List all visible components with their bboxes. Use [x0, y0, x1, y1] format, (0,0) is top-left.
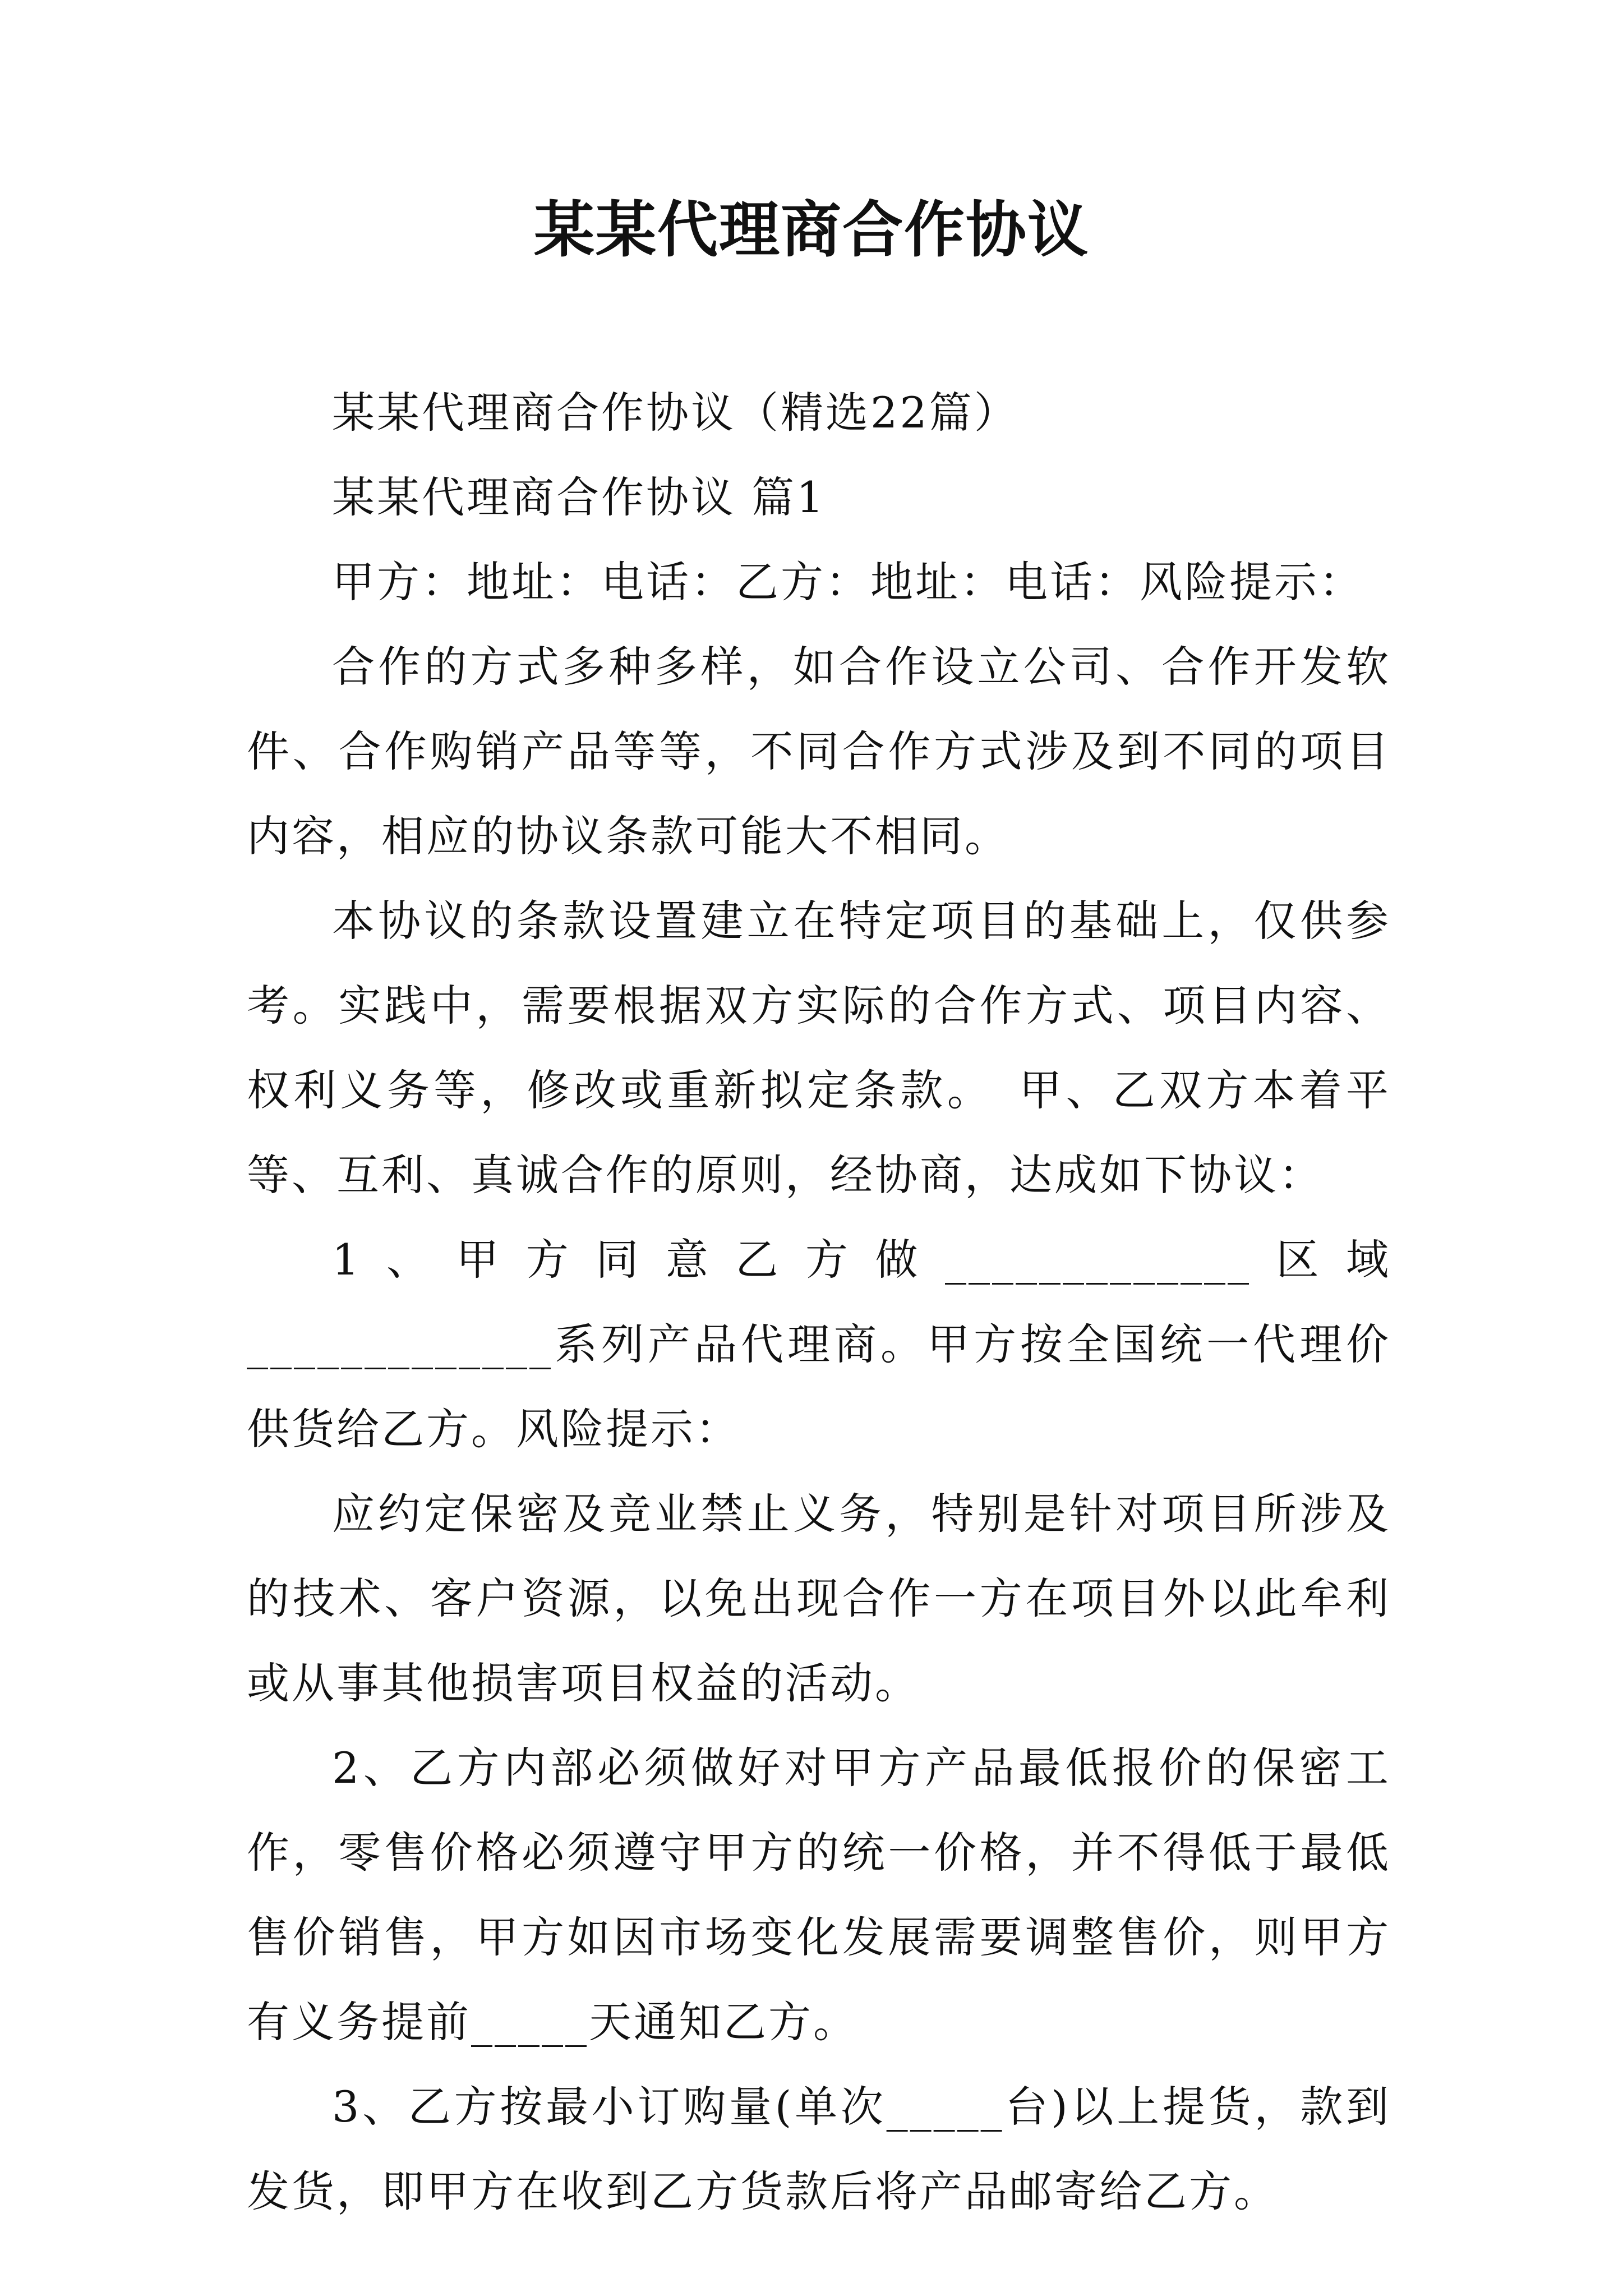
paragraph-parties: 甲方：地址：电话：乙方：地址：电话：风险提示：: [332, 557, 1364, 607]
paragraph-clause-1: 1、甲方同意乙方做_____________区域_____________系列产品代理商。甲方按全国统一代理价供货给乙方。风险提示：: [247, 1235, 1391, 1454]
paragraph-subtitle: 某某代理商合作协议（精选22篇）: [332, 388, 1019, 438]
paragraph-section-heading: 某某代理商合作协议 篇1: [332, 472, 826, 522]
paragraph-confidentiality-note: 应约定保密及竞业禁止义务，特别是针对项目所涉及的技术、客户资源，以免出现合作一方在项目外以此牟利或从事其他损害项目权益的活动。: [247, 1489, 1391, 1708]
paragraph-risk-note-2: 本协议的条款设置建立在特定项目的基础上，仅供参考。实践中，需要根据双方实际的合作方式、项目内容、权利义务等，修改或重新拟定条款。 甲、乙双方本着平等、互利、真诚合作的原则，经协商，达成如下协议：: [247, 896, 1391, 1200]
document-title: 某某代理商合作协议: [533, 195, 1089, 265]
paragraph-clause-3: 3、乙方按最小订购量(单次_____台)以上提货，款到发货，即甲方在收到乙方货款后将产品邮寄给乙方。: [247, 2082, 1391, 2216]
document-body: [247, 370, 1391, 2234]
paragraph-clause-2: 2、乙方内部必须做好对甲方产品最低报价的保密工作，零售价格必须遵守甲方的统一价格，并不得低于最低售价销售，甲方如因市场变化发展需要调整售价，则甲方有义务提前_____天通知乙方。: [247, 1743, 1391, 2047]
paragraph-risk-note-1: 合作的方式多种多样，如合作设立公司、合作开发软件、合作购销产品等等，不同合作方式涉及到不同的项目内容，相应的协议条款可能大不相同。: [247, 642, 1391, 861]
